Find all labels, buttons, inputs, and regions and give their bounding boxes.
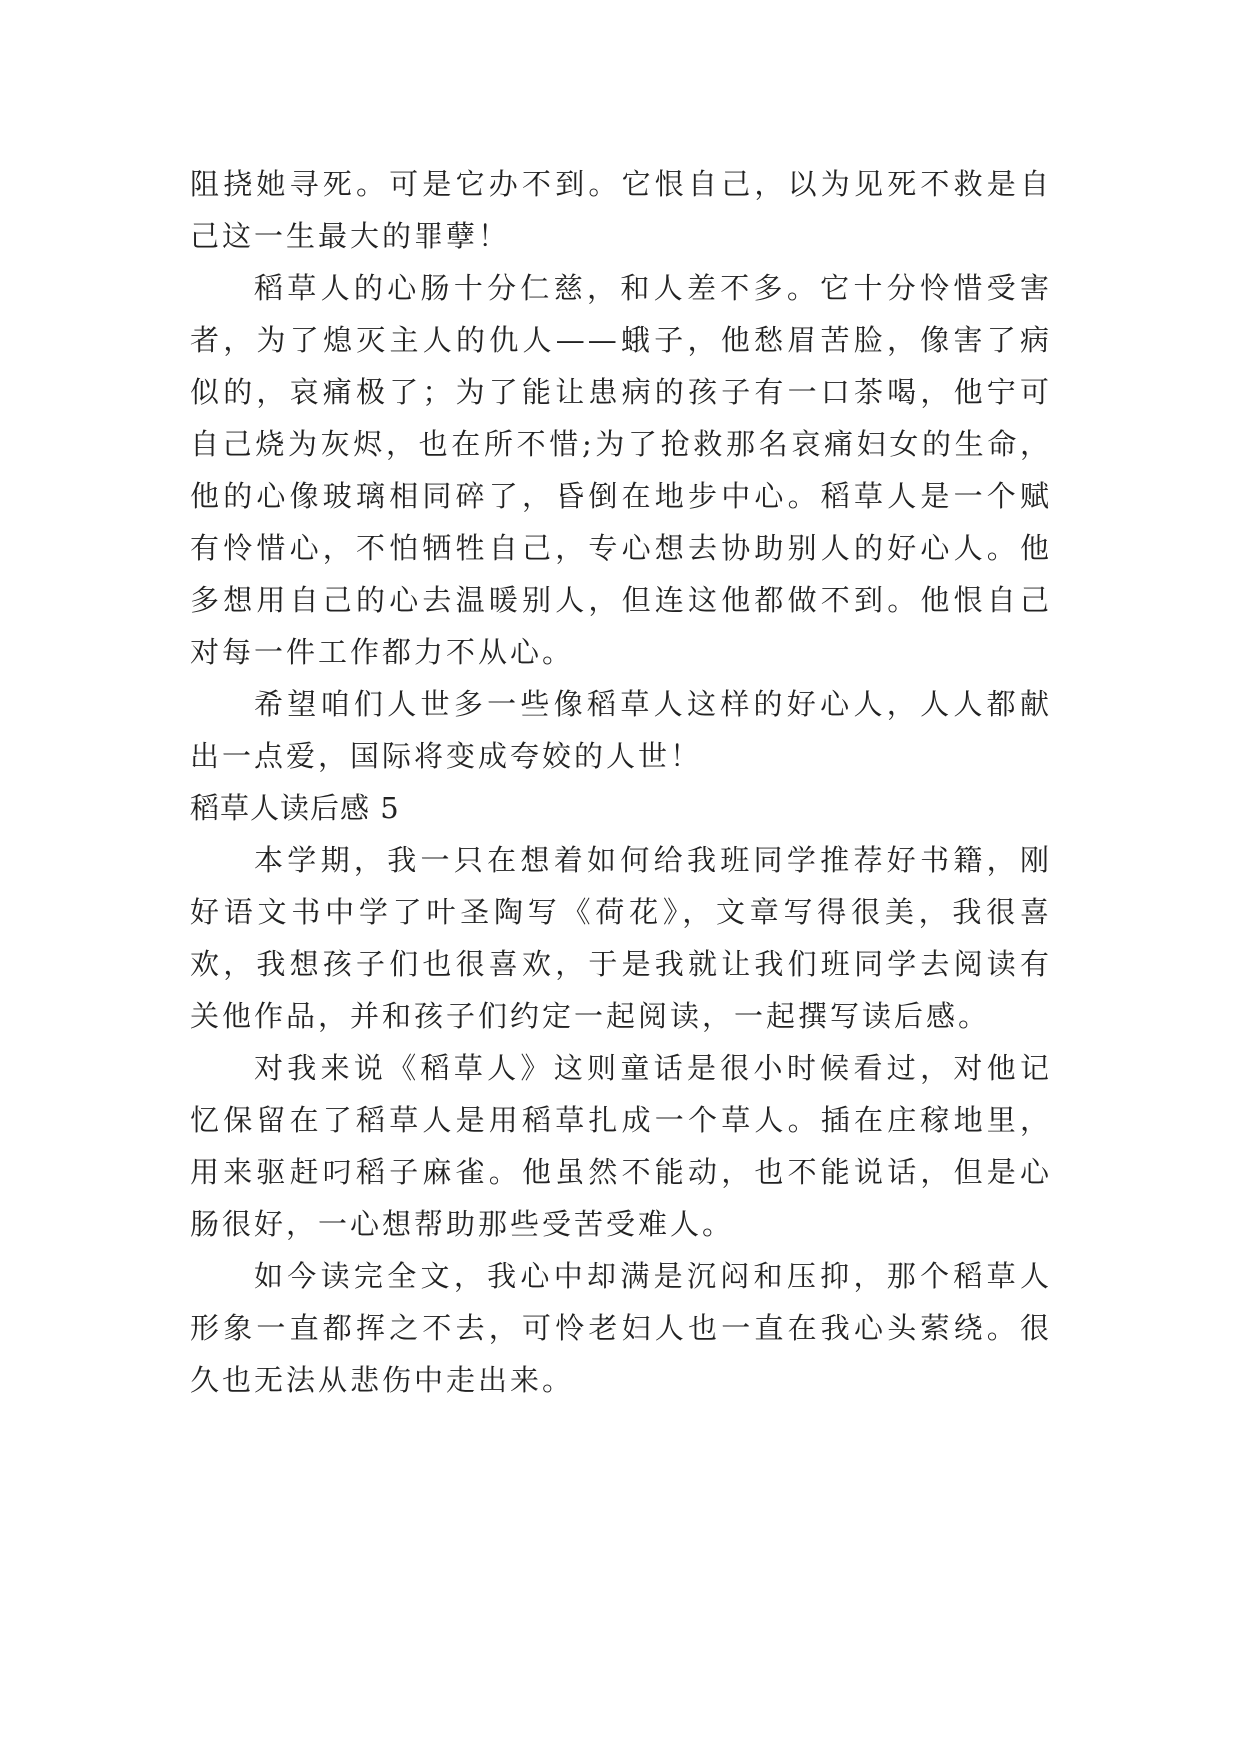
paragraph-3: 希望咱们人世多一些像稻草人这样的好心人，人人都献出一点爱，国际将变成夸姣的人世！ — [190, 687, 1052, 773]
section-paragraph-2: 对我来说《稻草人》这则童话是很小时候看过，对他记忆保留在了稻草人是用稻草扎成一个草人。插在庄稼地里，用来驱赶叼稻子麻雀。他虽然不能动，也不能说话，但是心肠很好，一心想帮助那些受苦受难人。 — [190, 1051, 1052, 1241]
section-paragraph-3: 如今读完全文，我心中却满是沉闷和压抑，那个稻草人形象一直都挥之不去，可怜老妇人也一直在我心头萦绕。很久也无法从悲伤中走出来。 — [190, 1259, 1052, 1397]
paragraph-2: 稻草人的心肠十分仁慈，和人差不多。它十分怜惜受害者，为了熄灭主人的仇人——蛾子，他愁眉苦脸，像害了病似的，哀痛极了；为了能让患病的孩子有一口茶喝，他宁可自己烧为灰烬，也在所不惜;为了抢救那名哀痛妇女的生命，他的心像玻璃相同碎了，昏倒在地步中心。稻草人是一个赋有怜惜心，不怕牺牲自己，专心想去协助别人的好心人。他多想用自己的心去温暖别人，但连这他都做不到。他恨自己对每一件工作都力不从心。 — [190, 271, 1052, 669]
section-paragraph-1: 本学期，我一只在想着如何给我班同学推荐好书籍，刚好语文书中学了叶圣陶写《荷花》，文章写得很美，我很喜欢，我想孩子们也很喜欢，于是我就让我们班同学去阅读有关他作品，并和孩子们约定一起阅读，一起撰写读后感。 — [190, 843, 1052, 1033]
section-title: 稻草人读后感 5 — [190, 791, 400, 825]
paragraph-1: 阻挠她寻死。可是它办不到。它恨自己，以为见死不救是自己这一生最大的罪孽！ — [190, 167, 1052, 253]
document-body — [190, 158, 1052, 1406]
